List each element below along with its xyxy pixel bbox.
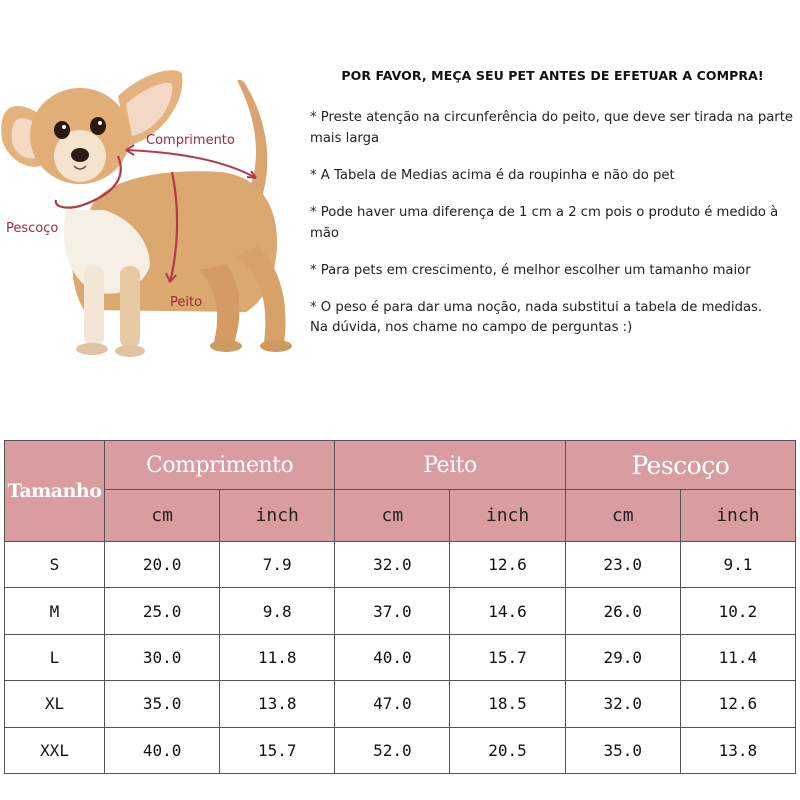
table-cell: 14.6: [450, 588, 565, 634]
table-cell: 15.7: [450, 634, 565, 680]
table-cell: 20.5: [450, 727, 565, 773]
length-label: Comprimento: [146, 133, 235, 148]
table-cell: 13.8: [680, 727, 795, 773]
unit-header: cm: [335, 490, 450, 541]
unit-header: inch: [680, 490, 795, 541]
table-cell: 29.0: [565, 634, 680, 680]
dog-paw: [115, 345, 145, 357]
dog-front-leg-right: [120, 266, 140, 348]
table-cell: 37.0: [335, 588, 450, 634]
unit-header: cm: [105, 490, 220, 541]
table-cell: 10.2: [680, 588, 795, 634]
table-cell: 52.0: [335, 727, 450, 773]
table-cell: 23.0: [565, 541, 680, 587]
table-cell: 11.8: [220, 634, 335, 680]
table-cell: 15.7: [220, 727, 335, 773]
unit-header: cm: [565, 490, 680, 541]
instructions-title: POR FAVOR, MEÇA SEU PET ANTES DE EFETUAR A COMPRA!: [341, 68, 764, 83]
table-row: [5, 634, 796, 680]
table-cell: 32.0: [565, 681, 680, 727]
unit-header: inch: [220, 490, 335, 541]
table-cell: 47.0: [335, 681, 450, 727]
table-cell: 18.5: [450, 681, 565, 727]
table-header-row: [5, 441, 796, 490]
table-cell: 26.0: [565, 588, 680, 634]
table-row: [5, 681, 796, 727]
size-table: [4, 440, 796, 774]
table-cell: 12.6: [450, 541, 565, 587]
unit-header: inch: [450, 490, 565, 541]
table-cell: 35.0: [105, 681, 220, 727]
dog-paw: [210, 340, 242, 352]
table-cell: 9.8: [220, 588, 335, 634]
table-row: [5, 588, 796, 634]
length-group-header: Comprimento: [105, 441, 335, 490]
table-cell: 20.0: [105, 541, 220, 587]
table-cell: 7.9: [220, 541, 335, 587]
note-growing-pets: * Para pets em crescimento, é melhor escolher um tamanho maior: [310, 263, 751, 278]
neck-label: Pescoço: [6, 221, 59, 236]
neck-group-header: Pescoço: [565, 441, 795, 490]
table-cell: 40.0: [335, 634, 450, 680]
note-questions: Na dúvida, nos chame no campo de perguntas :): [310, 320, 633, 335]
chest-group-header: Peito: [335, 441, 565, 490]
note-table-is-clothing: * A Tabela de Medias acima é da roupinha e não do pet: [310, 168, 675, 183]
dog-nose: [71, 148, 89, 162]
size-cell: L: [5, 634, 105, 680]
dog-eye-right: [90, 117, 106, 135]
size-header: Tamanho: [5, 441, 105, 542]
note-chest-circumference: * Preste atenção na circunferência do peito, que deve ser tirada na parte mais larga: [310, 110, 794, 146]
table-cell: 9.1: [680, 541, 795, 587]
note-size-difference: * Pode haver uma diferença de 1 cm a 2 cm pois o produto é medido à mão: [310, 205, 779, 241]
table-cell: 12.6: [680, 681, 795, 727]
dog-eye-left: [54, 121, 70, 139]
table-cell: 13.8: [220, 681, 335, 727]
dog-measurement-illustration: [0, 60, 300, 370]
table-row: [5, 727, 796, 773]
size-cell: XXL: [5, 727, 105, 773]
note-weight: * O peso é para dar uma noção, nada substitui a tabela de medidas.: [310, 300, 763, 315]
size-cell: M: [5, 588, 105, 634]
table-cell: 25.0: [105, 588, 220, 634]
dog-paw: [260, 340, 292, 352]
dog-front-leg-left: [84, 266, 104, 346]
dog-paw: [76, 343, 108, 355]
chest-label: Peito: [170, 295, 203, 310]
table-cell: 32.0: [335, 541, 450, 587]
size-cell: S: [5, 541, 105, 587]
instructions-block: [310, 68, 795, 354]
table-row: [5, 541, 796, 587]
table-cell: 35.0: [565, 727, 680, 773]
table-cell: 30.0: [105, 634, 220, 680]
table-cell: 11.4: [680, 634, 795, 680]
table-unit-row: [5, 490, 796, 541]
table-cell: 40.0: [105, 727, 220, 773]
size-cell: XL: [5, 681, 105, 727]
